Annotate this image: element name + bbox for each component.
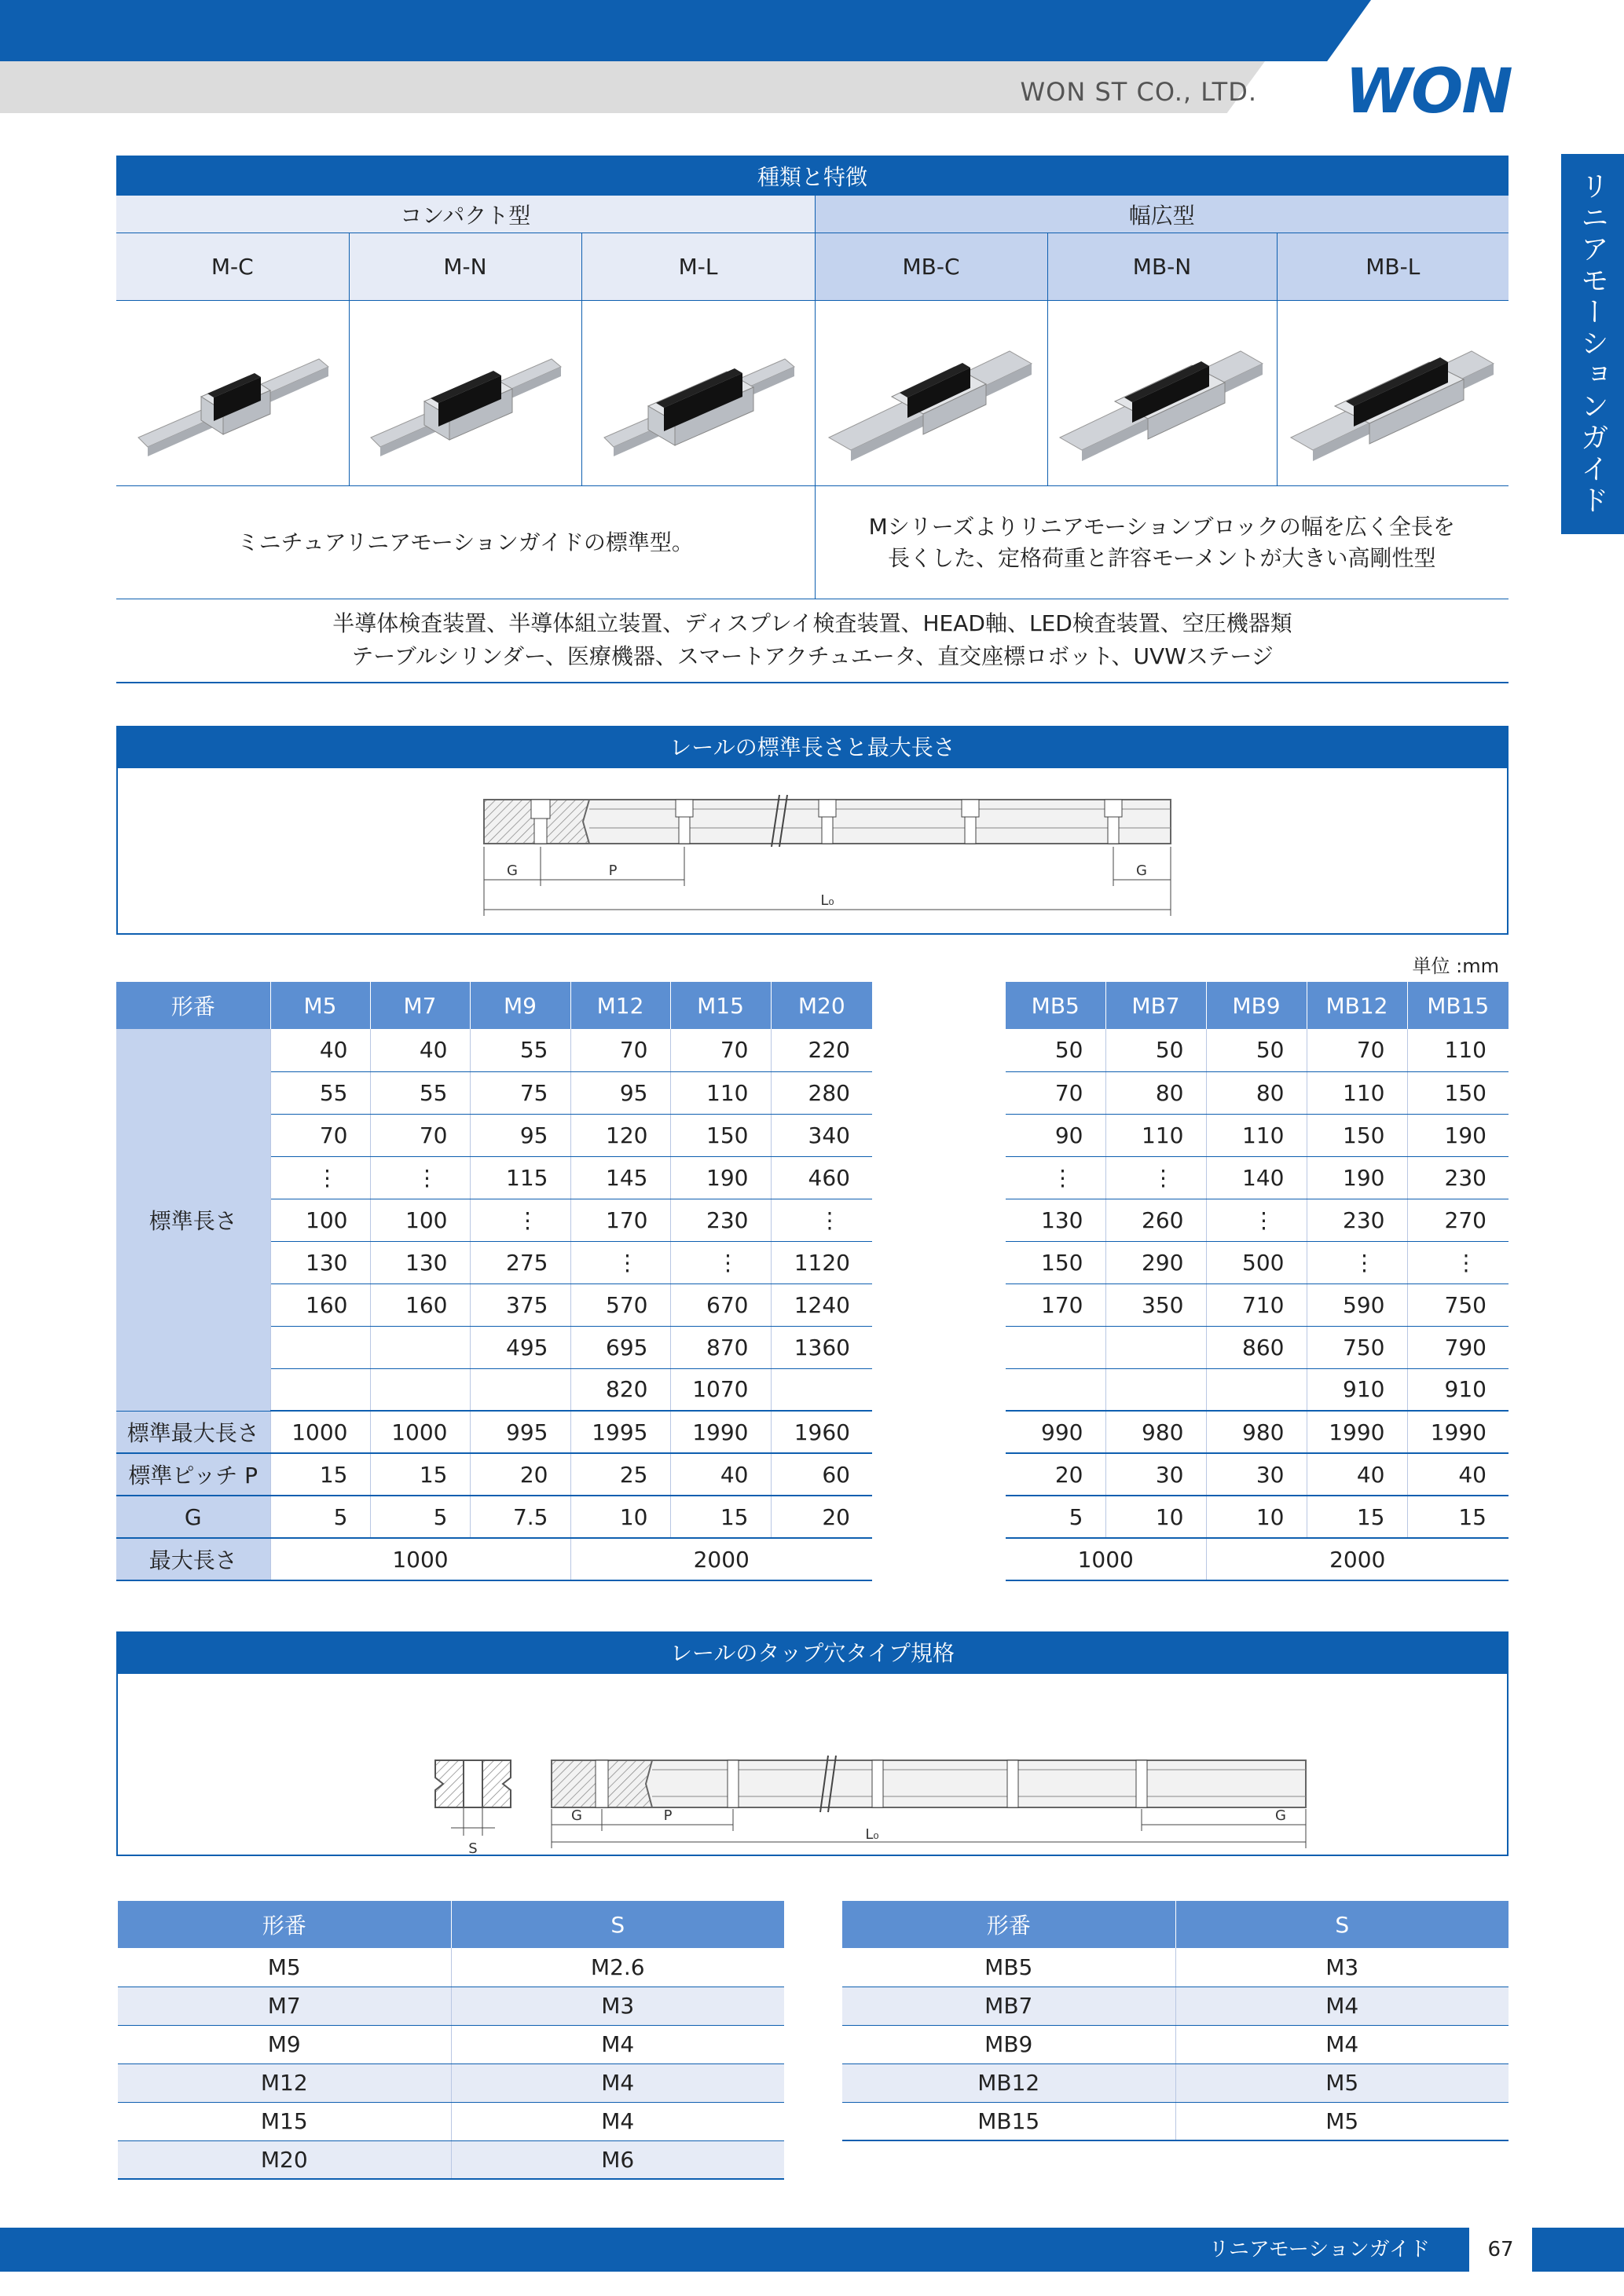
table-cell bbox=[1105, 1368, 1206, 1411]
mb-series-table bbox=[1006, 982, 1509, 1581]
table-cell bbox=[771, 1368, 872, 1411]
table-cell: 5 bbox=[370, 1496, 470, 1538]
table-cell: 170 bbox=[570, 1199, 670, 1241]
m-head-m5: M5 bbox=[270, 982, 370, 1029]
table-cell: 20 bbox=[470, 1453, 570, 1496]
model-mb-n: MB-N bbox=[1047, 233, 1277, 301]
table-row bbox=[118, 2063, 784, 2102]
table-cell: 15 bbox=[670, 1496, 771, 1538]
table-cell: 95 bbox=[570, 1071, 670, 1114]
table-cell: 75 bbox=[470, 1071, 570, 1114]
table-row bbox=[116, 1029, 872, 1071]
tap-dim-l0: L₀ bbox=[865, 1826, 879, 1843]
m-row-max bbox=[116, 1538, 872, 1580]
mb-head-mb9: MB9 bbox=[1206, 982, 1307, 1029]
table-cell: 695 bbox=[570, 1326, 670, 1368]
table-cell: 460 bbox=[771, 1156, 872, 1199]
table-cell: 5 bbox=[1006, 1496, 1105, 1538]
table-cell: 230 bbox=[1307, 1199, 1407, 1241]
model-m-l: M-L bbox=[581, 233, 815, 301]
company-name: WON ST CO., LTD. bbox=[1020, 77, 1257, 107]
desc-wide-line-2: 長くした、定格荷重と許容モーメントが大きい高剛性型 bbox=[888, 544, 1436, 571]
m-label-max: 最大長さ bbox=[116, 1538, 270, 1580]
table-row bbox=[842, 1948, 1509, 1987]
table-cell: 270 bbox=[1407, 1199, 1509, 1241]
table-cell bbox=[270, 1368, 370, 1411]
tap-mb-head-model: 形番 bbox=[842, 1901, 1175, 1948]
table-cell: 170 bbox=[1006, 1283, 1105, 1326]
table-cell: 860 bbox=[1206, 1326, 1307, 1368]
mb-max-a: 1000 bbox=[1006, 1538, 1206, 1580]
table-cell: ⋮ bbox=[1407, 1241, 1509, 1283]
table-cell: 10 bbox=[570, 1496, 670, 1538]
table-cell: 25 bbox=[570, 1453, 670, 1496]
table-cell: M9 bbox=[118, 2025, 451, 2063]
table-cell bbox=[1206, 1368, 1307, 1411]
table-cell: 40 bbox=[370, 1029, 470, 1071]
table-cell: 1960 bbox=[771, 1411, 872, 1453]
table-row bbox=[1006, 1199, 1509, 1241]
table-row bbox=[842, 2025, 1509, 2063]
table-cell bbox=[470, 1368, 570, 1411]
table-cell: 275 bbox=[470, 1241, 570, 1283]
table-cell: M20 bbox=[118, 2140, 451, 2179]
mb-row-max bbox=[1006, 1538, 1509, 1580]
image-m-c bbox=[116, 301, 349, 486]
rail-length-drawing bbox=[118, 768, 1507, 933]
table-cell: 790 bbox=[1407, 1326, 1509, 1368]
types-table bbox=[116, 156, 1509, 683]
table-cell: 750 bbox=[1407, 1283, 1509, 1326]
table-cell: 130 bbox=[370, 1241, 470, 1283]
table-cell: 130 bbox=[1006, 1199, 1105, 1241]
table-cell: 1000 bbox=[370, 1411, 470, 1453]
table-cell: 220 bbox=[771, 1029, 872, 1071]
table-row bbox=[118, 1948, 784, 1987]
dim-g-left: G bbox=[507, 862, 518, 879]
table-cell: 1990 bbox=[1307, 1411, 1407, 1453]
dim-l0: L₀ bbox=[820, 892, 834, 909]
table-cell: 55 bbox=[470, 1029, 570, 1071]
table-cell: 820 bbox=[570, 1368, 670, 1411]
table-cell: 70 bbox=[1006, 1071, 1105, 1114]
table-cell bbox=[370, 1326, 470, 1368]
types-title: 種類と特徴 bbox=[116, 156, 1509, 196]
table-cell: 980 bbox=[1206, 1411, 1307, 1453]
rail-length-title: レールの標準長さと最大長さ bbox=[118, 727, 1507, 768]
table-cell: 70 bbox=[1307, 1029, 1407, 1071]
table-cell: 30 bbox=[1105, 1453, 1206, 1496]
table-cell: 40 bbox=[1407, 1453, 1509, 1496]
won-logo: WON bbox=[1345, 57, 1512, 127]
table-row bbox=[842, 2102, 1509, 2140]
table-cell: 15 bbox=[1307, 1496, 1407, 1538]
table-cell: 55 bbox=[370, 1071, 470, 1114]
table-cell: 190 bbox=[1407, 1114, 1509, 1156]
table-cell: MB15 bbox=[842, 2102, 1175, 2140]
group-wide: 幅広型 bbox=[815, 196, 1509, 233]
table-cell: 1995 bbox=[570, 1411, 670, 1453]
table-row bbox=[1006, 1114, 1509, 1156]
dim-g-right: G bbox=[1136, 862, 1147, 879]
model-m-n: M-N bbox=[349, 233, 581, 301]
table-cell: M7 bbox=[118, 1987, 451, 2025]
table-cell: 1120 bbox=[771, 1241, 872, 1283]
table-cell: ⋮ bbox=[670, 1241, 771, 1283]
image-mb-c bbox=[815, 301, 1047, 486]
table-cell: 40 bbox=[670, 1453, 771, 1496]
table-cell: 70 bbox=[570, 1029, 670, 1071]
desc-compact: ミニチュアリニアモーションガイドの標準型。 bbox=[116, 486, 815, 599]
label-standard-length: 標準長さ bbox=[116, 1029, 270, 1411]
table-row bbox=[842, 1987, 1509, 2025]
tap-title: レールのタップ穴タイプ規格 bbox=[118, 1633, 1507, 1674]
table-cell bbox=[1006, 1368, 1105, 1411]
m-label-pitch: 標準ピッチ P bbox=[116, 1453, 270, 1496]
m-label-g: G bbox=[116, 1496, 270, 1538]
table-row bbox=[118, 2140, 784, 2179]
table-cell: 710 bbox=[1206, 1283, 1307, 1326]
table-cell: M4 bbox=[451, 2063, 784, 2102]
table-cell: 230 bbox=[1407, 1156, 1509, 1199]
table-cell: 70 bbox=[370, 1114, 470, 1156]
desc-wide-line-1: Mシリーズよりリニアモーションブロックの幅を広く全長を bbox=[868, 513, 1455, 540]
applications-line-2: テーブルシリンダー、医療機器、スマートアクチュエータ、直交座標ロボット、UVWステージ bbox=[351, 643, 1274, 670]
m-max-b: 2000 bbox=[570, 1538, 872, 1580]
table-row bbox=[1006, 1241, 1509, 1283]
tap-dim-g-right: G bbox=[1275, 1807, 1286, 1824]
table-cell: 40 bbox=[1307, 1453, 1407, 1496]
image-m-l bbox=[581, 301, 815, 486]
table-cell: M4 bbox=[451, 2025, 784, 2063]
footer-end-bar bbox=[1532, 2228, 1624, 2272]
table-cell: M15 bbox=[118, 2102, 451, 2140]
table-cell: 70 bbox=[670, 1029, 771, 1071]
table-cell: 50 bbox=[1006, 1029, 1105, 1071]
mb-row-g bbox=[1006, 1496, 1509, 1538]
table-cell: 340 bbox=[771, 1114, 872, 1156]
m-row-pitch bbox=[116, 1453, 872, 1496]
m-series-table bbox=[116, 982, 872, 1581]
table-cell: M4 bbox=[1175, 1987, 1509, 2025]
table-cell: ⋮ bbox=[570, 1241, 670, 1283]
table-cell: 260 bbox=[1105, 1199, 1206, 1241]
tap-table-m bbox=[118, 1901, 784, 2180]
table-cell: 230 bbox=[670, 1199, 771, 1241]
table-cell: 1240 bbox=[771, 1283, 872, 1326]
table-cell: 145 bbox=[570, 1156, 670, 1199]
mb-head-mb15: MB15 bbox=[1407, 982, 1509, 1029]
table-row bbox=[842, 2063, 1509, 2102]
table-cell: 110 bbox=[1105, 1114, 1206, 1156]
tap-table-mb bbox=[842, 1901, 1509, 2141]
table-cell: 995 bbox=[470, 1411, 570, 1453]
table-cell bbox=[370, 1368, 470, 1411]
table-cell: 495 bbox=[470, 1326, 570, 1368]
page-number: 67 bbox=[1487, 2238, 1514, 2261]
footer-title: リニアモーションガイド bbox=[1208, 2238, 1430, 2261]
table-cell: ⋮ bbox=[771, 1199, 872, 1241]
model-mb-l: MB-L bbox=[1277, 233, 1509, 301]
table-cell: 990 bbox=[1006, 1411, 1105, 1453]
table-cell: 980 bbox=[1105, 1411, 1206, 1453]
image-m-n bbox=[349, 301, 581, 486]
table-cell bbox=[270, 1326, 370, 1368]
table-cell: M3 bbox=[1175, 1948, 1509, 1987]
table-cell: 1990 bbox=[670, 1411, 771, 1453]
table-cell: 50 bbox=[1105, 1029, 1206, 1071]
m-head-m15: M15 bbox=[670, 982, 771, 1029]
table-cell: 375 bbox=[470, 1283, 570, 1326]
table-cell: 140 bbox=[1206, 1156, 1307, 1199]
mb-row-max-std bbox=[1006, 1411, 1509, 1453]
table-cell bbox=[1105, 1326, 1206, 1368]
tap-box bbox=[116, 1631, 1509, 1856]
table-cell: M6 bbox=[451, 2140, 784, 2179]
applications bbox=[116, 599, 1509, 683]
table-cell: M2.6 bbox=[451, 1948, 784, 1987]
m-head-m9: M9 bbox=[470, 982, 570, 1029]
table-row bbox=[118, 2025, 784, 2063]
mb-row-pitch bbox=[1006, 1453, 1509, 1496]
table-cell: 910 bbox=[1407, 1368, 1509, 1411]
header-blue-band bbox=[0, 0, 1371, 61]
table-cell: 70 bbox=[270, 1114, 370, 1156]
mb-max-b: 2000 bbox=[1206, 1538, 1509, 1580]
tap-m-head-model: 形番 bbox=[118, 1901, 451, 1948]
table-cell: 5 bbox=[270, 1496, 370, 1538]
table-row bbox=[1006, 1071, 1509, 1114]
mb-head-mb5: MB5 bbox=[1006, 982, 1105, 1029]
table-cell: ⋮ bbox=[370, 1156, 470, 1199]
table-cell: 80 bbox=[1206, 1071, 1307, 1114]
image-mb-l bbox=[1277, 301, 1509, 486]
table-cell: 90 bbox=[1006, 1114, 1105, 1156]
table-cell: M5 bbox=[1175, 2102, 1509, 2140]
table-cell bbox=[1006, 1326, 1105, 1368]
model-mb-c: MB-C bbox=[815, 233, 1047, 301]
tap-mb-head-s: S bbox=[1175, 1901, 1509, 1948]
table-cell: 350 bbox=[1105, 1283, 1206, 1326]
tap-m-head-s: S bbox=[451, 1901, 784, 1948]
table-cell: 15 bbox=[370, 1453, 470, 1496]
table-cell: 120 bbox=[570, 1114, 670, 1156]
table-row bbox=[1006, 1029, 1509, 1071]
table-cell: MB5 bbox=[842, 1948, 1175, 1987]
tap-dim-g-left: G bbox=[571, 1807, 582, 1824]
table-cell: 670 bbox=[670, 1283, 771, 1326]
m-head-m7: M7 bbox=[370, 982, 470, 1029]
table-cell: 190 bbox=[670, 1156, 771, 1199]
table-cell: 10 bbox=[1105, 1496, 1206, 1538]
table-cell: 1990 bbox=[1407, 1411, 1509, 1453]
unit-label: 単位 :mm bbox=[1412, 955, 1499, 977]
table-cell: 1000 bbox=[270, 1411, 370, 1453]
tap-dim-p: P bbox=[663, 1807, 673, 1824]
table-cell: 7.5 bbox=[470, 1496, 570, 1538]
desc-wide bbox=[815, 486, 1509, 599]
table-cell: M12 bbox=[118, 2063, 451, 2102]
table-cell: 50 bbox=[1206, 1029, 1307, 1071]
side-tab: リニアモーションガイド bbox=[1561, 154, 1624, 534]
table-cell: 115 bbox=[470, 1156, 570, 1199]
table-cell: 110 bbox=[670, 1071, 771, 1114]
group-compact: コンパクト型 bbox=[116, 196, 815, 233]
table-cell: 280 bbox=[771, 1071, 872, 1114]
table-cell: 20 bbox=[771, 1496, 872, 1538]
table-row bbox=[1006, 1283, 1509, 1326]
table-cell: 30 bbox=[1206, 1453, 1307, 1496]
table-cell: MB12 bbox=[842, 2063, 1175, 2102]
tap-dim-s: S bbox=[468, 1840, 478, 1855]
table-cell: 10 bbox=[1206, 1496, 1307, 1538]
table-cell: 160 bbox=[370, 1283, 470, 1326]
table-cell: 150 bbox=[1307, 1114, 1407, 1156]
mb-head-mb12: MB12 bbox=[1307, 982, 1407, 1029]
table-cell: 570 bbox=[570, 1283, 670, 1326]
table-row bbox=[1006, 1156, 1509, 1199]
table-cell: 20 bbox=[1006, 1453, 1105, 1496]
table-cell: 110 bbox=[1307, 1071, 1407, 1114]
table-cell: MB7 bbox=[842, 1987, 1175, 2025]
table-cell: 15 bbox=[270, 1453, 370, 1496]
model-m-c: M-C bbox=[116, 233, 349, 301]
table-cell: ⋮ bbox=[1206, 1199, 1307, 1241]
table-cell: 100 bbox=[370, 1199, 470, 1241]
table-cell: ⋮ bbox=[270, 1156, 370, 1199]
m-head-m20: M20 bbox=[771, 982, 872, 1029]
m-label-max-std: 標準最大長さ bbox=[116, 1411, 270, 1453]
table-cell: ⋮ bbox=[1105, 1156, 1206, 1199]
table-cell: 110 bbox=[1407, 1029, 1509, 1071]
m-max-a: 1000 bbox=[270, 1538, 570, 1580]
table-cell: 150 bbox=[1407, 1071, 1509, 1114]
table-cell: 95 bbox=[470, 1114, 570, 1156]
table-cell: 130 bbox=[270, 1241, 370, 1283]
table-cell: 160 bbox=[270, 1283, 370, 1326]
table-row bbox=[1006, 1326, 1509, 1368]
table-cell: M3 bbox=[451, 1987, 784, 2025]
m-head-m12: M12 bbox=[570, 982, 670, 1029]
table-cell: 40 bbox=[270, 1029, 370, 1071]
table-cell: 190 bbox=[1307, 1156, 1407, 1199]
table-cell: 15 bbox=[1407, 1496, 1509, 1538]
image-mb-n bbox=[1047, 301, 1277, 486]
mb-head-mb7: MB7 bbox=[1105, 982, 1206, 1029]
applications-line-1: 半導体検査装置、半導体組立装置、ディスプレイ検査装置、HEAD軸、LED検査装置、空圧機器類 bbox=[332, 610, 1292, 637]
table-cell: 150 bbox=[670, 1114, 771, 1156]
rail-length-box bbox=[116, 726, 1509, 935]
table-cell: MB9 bbox=[842, 2025, 1175, 2063]
table-cell: M5 bbox=[118, 1948, 451, 1987]
table-cell: M4 bbox=[1175, 2025, 1509, 2063]
table-cell: ⋮ bbox=[1307, 1241, 1407, 1283]
table-row bbox=[118, 2102, 784, 2140]
table-cell: 100 bbox=[270, 1199, 370, 1241]
m-head-model: 形番 bbox=[116, 982, 270, 1029]
table-cell: 80 bbox=[1105, 1071, 1206, 1114]
table-cell: 110 bbox=[1206, 1114, 1307, 1156]
m-row-max-std bbox=[116, 1411, 872, 1453]
dim-p: P bbox=[608, 862, 618, 879]
table-cell: 60 bbox=[771, 1453, 872, 1496]
table-cell: 500 bbox=[1206, 1241, 1307, 1283]
table-cell: 750 bbox=[1307, 1326, 1407, 1368]
table-cell: 290 bbox=[1105, 1241, 1206, 1283]
m-row-g bbox=[116, 1496, 872, 1538]
table-cell: 55 bbox=[270, 1071, 370, 1114]
table-cell: M4 bbox=[451, 2102, 784, 2140]
table-cell: ⋮ bbox=[470, 1199, 570, 1241]
table-cell: 910 bbox=[1307, 1368, 1407, 1411]
table-cell: M5 bbox=[1175, 2063, 1509, 2102]
table-cell: 870 bbox=[670, 1326, 771, 1368]
table-cell: 150 bbox=[1006, 1241, 1105, 1283]
table-cell: 590 bbox=[1307, 1283, 1407, 1326]
table-row bbox=[1006, 1368, 1509, 1411]
table-cell: ⋮ bbox=[1006, 1156, 1105, 1199]
table-cell: 1360 bbox=[771, 1326, 872, 1368]
tap-drawing bbox=[118, 1674, 1507, 1855]
table-row bbox=[118, 1987, 784, 2025]
table-cell: 1070 bbox=[670, 1368, 771, 1411]
